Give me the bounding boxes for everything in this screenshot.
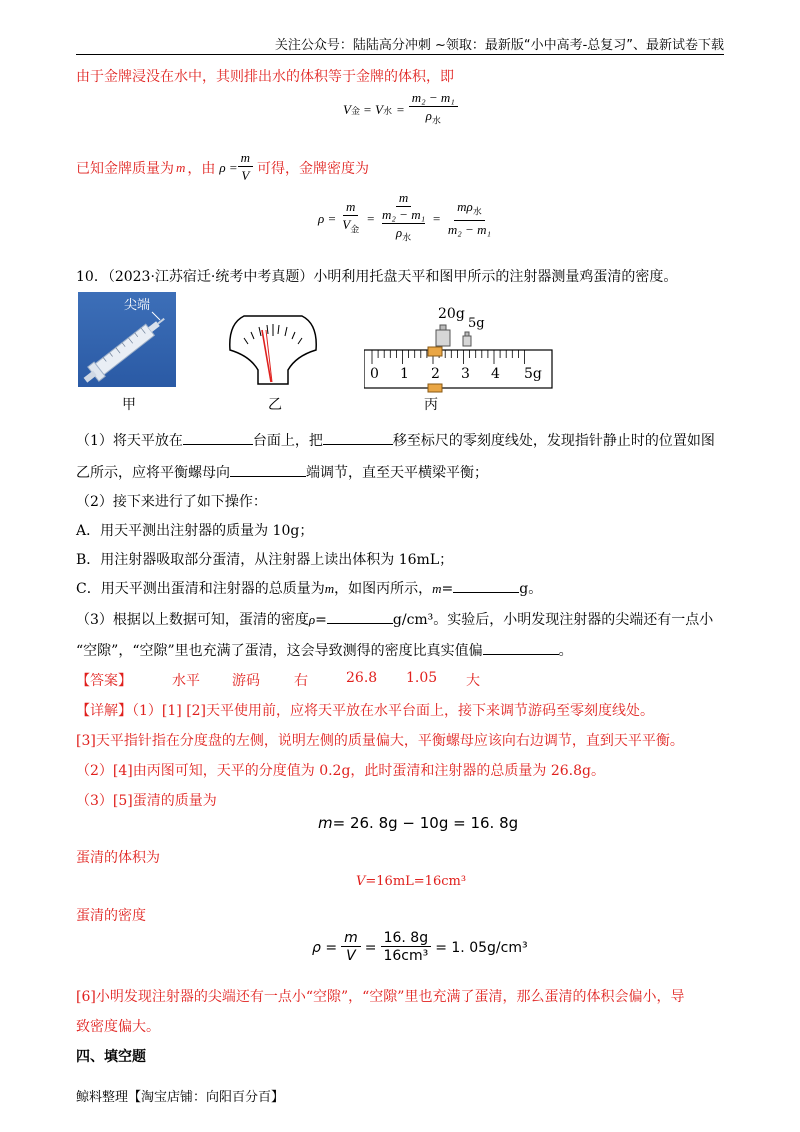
- answer-value-6: 大: [466, 673, 480, 689]
- figure-syringe: [78, 292, 176, 387]
- scale-tick-4: 4: [491, 366, 500, 382]
- part2-intro: （2）接下来进行了如下操作：: [76, 494, 267, 510]
- explain-line-3: （2）[4]由丙图可知，天平的分度值为 0.2g，此时蛋清和注射器的总质量为 26.8g。: [76, 763, 605, 779]
- equation-density-gold: ρ = $\frac{m}{V_金}$ = m m₂ − m₁ $\rho_水$ = $\frac{m\rho_水}{\text{m₂ − m₁}}$: [318, 190, 491, 244]
- figure-scale-weights: [364, 306, 554, 396]
- scale-tick-2: 2: [431, 366, 440, 382]
- explain-line-4: （3）[5]蛋清的质量为: [76, 793, 217, 809]
- weight-label-5g: 5g: [468, 316, 485, 331]
- equation-volume: V 金 = V 水 = $\frac{\text{m₂ − m₁}}{\rho_水}$: [343, 90, 458, 131]
- explain-line-7: [6]小明发现注射器的尖端还有一点小“空隙”，“空隙”里也充满了蛋清，那么蛋清的体积会偏小，导: [76, 989, 685, 1005]
- answer-tag: 【答案】: [76, 673, 132, 689]
- intro-line-1: 由于金牌浸没在水中，其则排出水的体积等于金牌的体积，即: [76, 69, 454, 85]
- answer-value-4: 26.8: [346, 670, 378, 686]
- option-c: C．用天平测出蛋清和注射器的总质量为m，如图丙所示，m= g。: [76, 578, 542, 598]
- part3-line2: “空隙”，“空隙”里也充满了蛋清，这会导致测得的密度比真实值偏 。: [76, 640, 573, 660]
- answer-value-3: 右: [294, 673, 308, 689]
- page-footer: 鲸料整理【淘宝店铺：向阳百分百】: [76, 1090, 285, 1105]
- figure-label-bing: 丙: [424, 397, 438, 413]
- explain-line-1: 【详解】（1）[1] [2]天平使用前，应将天平放在水平台面上，接下来调节游码至零刻度线处。: [76, 703, 655, 719]
- header-divider: [76, 54, 724, 55]
- figure-label-jia: 甲: [122, 397, 136, 413]
- scale-tick-5g: 5g: [524, 366, 542, 382]
- section-title: 四、填空题: [76, 1049, 146, 1065]
- equation-density-egg: ρ = $\frac{m}{V}$ = $\frac{16. 8g}{\text{16cm³}}$ = 1. 05g/cm³: [312, 930, 528, 964]
- figure-balance-dial: [226, 310, 320, 386]
- equation-mass: m= 26. 8g − 10g = 16. 8g: [318, 814, 519, 832]
- figure-label-yi: 乙: [268, 397, 282, 413]
- option-b: B．用注射器吸取部分蛋清，从注射器上读出体积为 16mL；: [76, 552, 454, 568]
- explain-line-6: 蛋清的密度: [76, 908, 146, 924]
- equation-volume-egg: V=16mL=16cm³: [356, 874, 467, 889]
- explain-line-2: [3]天平指针指在分度盘的左侧，说明左侧的质量偏大，平衡螺母应该向右边调节，直到天平平衡。: [76, 733, 684, 749]
- page-header: 关注公众号：陆陆高分冲刺 ~领取：最新版“小中高考-总复习”、最新试卷下载: [274, 38, 724, 53]
- answer-value-1: 水平: [172, 673, 200, 689]
- answer-value-5: 1.05: [406, 670, 438, 686]
- part3-line1: （3）根据以上数据可知，蛋清的密度ρ= g/cm³。实验后，小明发现注射器的尖端还有一点小: [76, 609, 713, 629]
- scale-tick-3: 3: [461, 366, 470, 382]
- syringe-tip-label: 尖端: [124, 298, 151, 313]
- scale-tick-1: 1: [400, 366, 409, 382]
- explain-line-8: 致密度偏大。: [76, 1019, 160, 1035]
- part1-line2: 乙所示，应将平衡螺母向 端调节，直至天平横梁平衡；: [76, 462, 488, 482]
- option-a: A．用天平测出注射器的质量为 10g；: [76, 523, 314, 539]
- answer-value-2: 游码: [232, 673, 260, 689]
- question-stem: 10．（2023·江苏宿迁·统考中考真题）小明利用托盘天平和图甲所示的注射器测量鸡蛋清的密度。: [76, 269, 678, 285]
- scale-tick-0: 0: [370, 366, 379, 382]
- part1-line1: （1）将天平放在 台面上，把 移至标尺的零刻度线处，发现指针静止时的位置如图: [76, 430, 715, 450]
- intro-line-2: 已知金牌质量为 m ，由 ρ = $\frac{m}{V}$ 可得，金牌密度为: [76, 150, 370, 183]
- explain-line-5: 蛋清的体积为: [76, 850, 160, 866]
- weight-label-20g: 20g: [438, 306, 465, 322]
